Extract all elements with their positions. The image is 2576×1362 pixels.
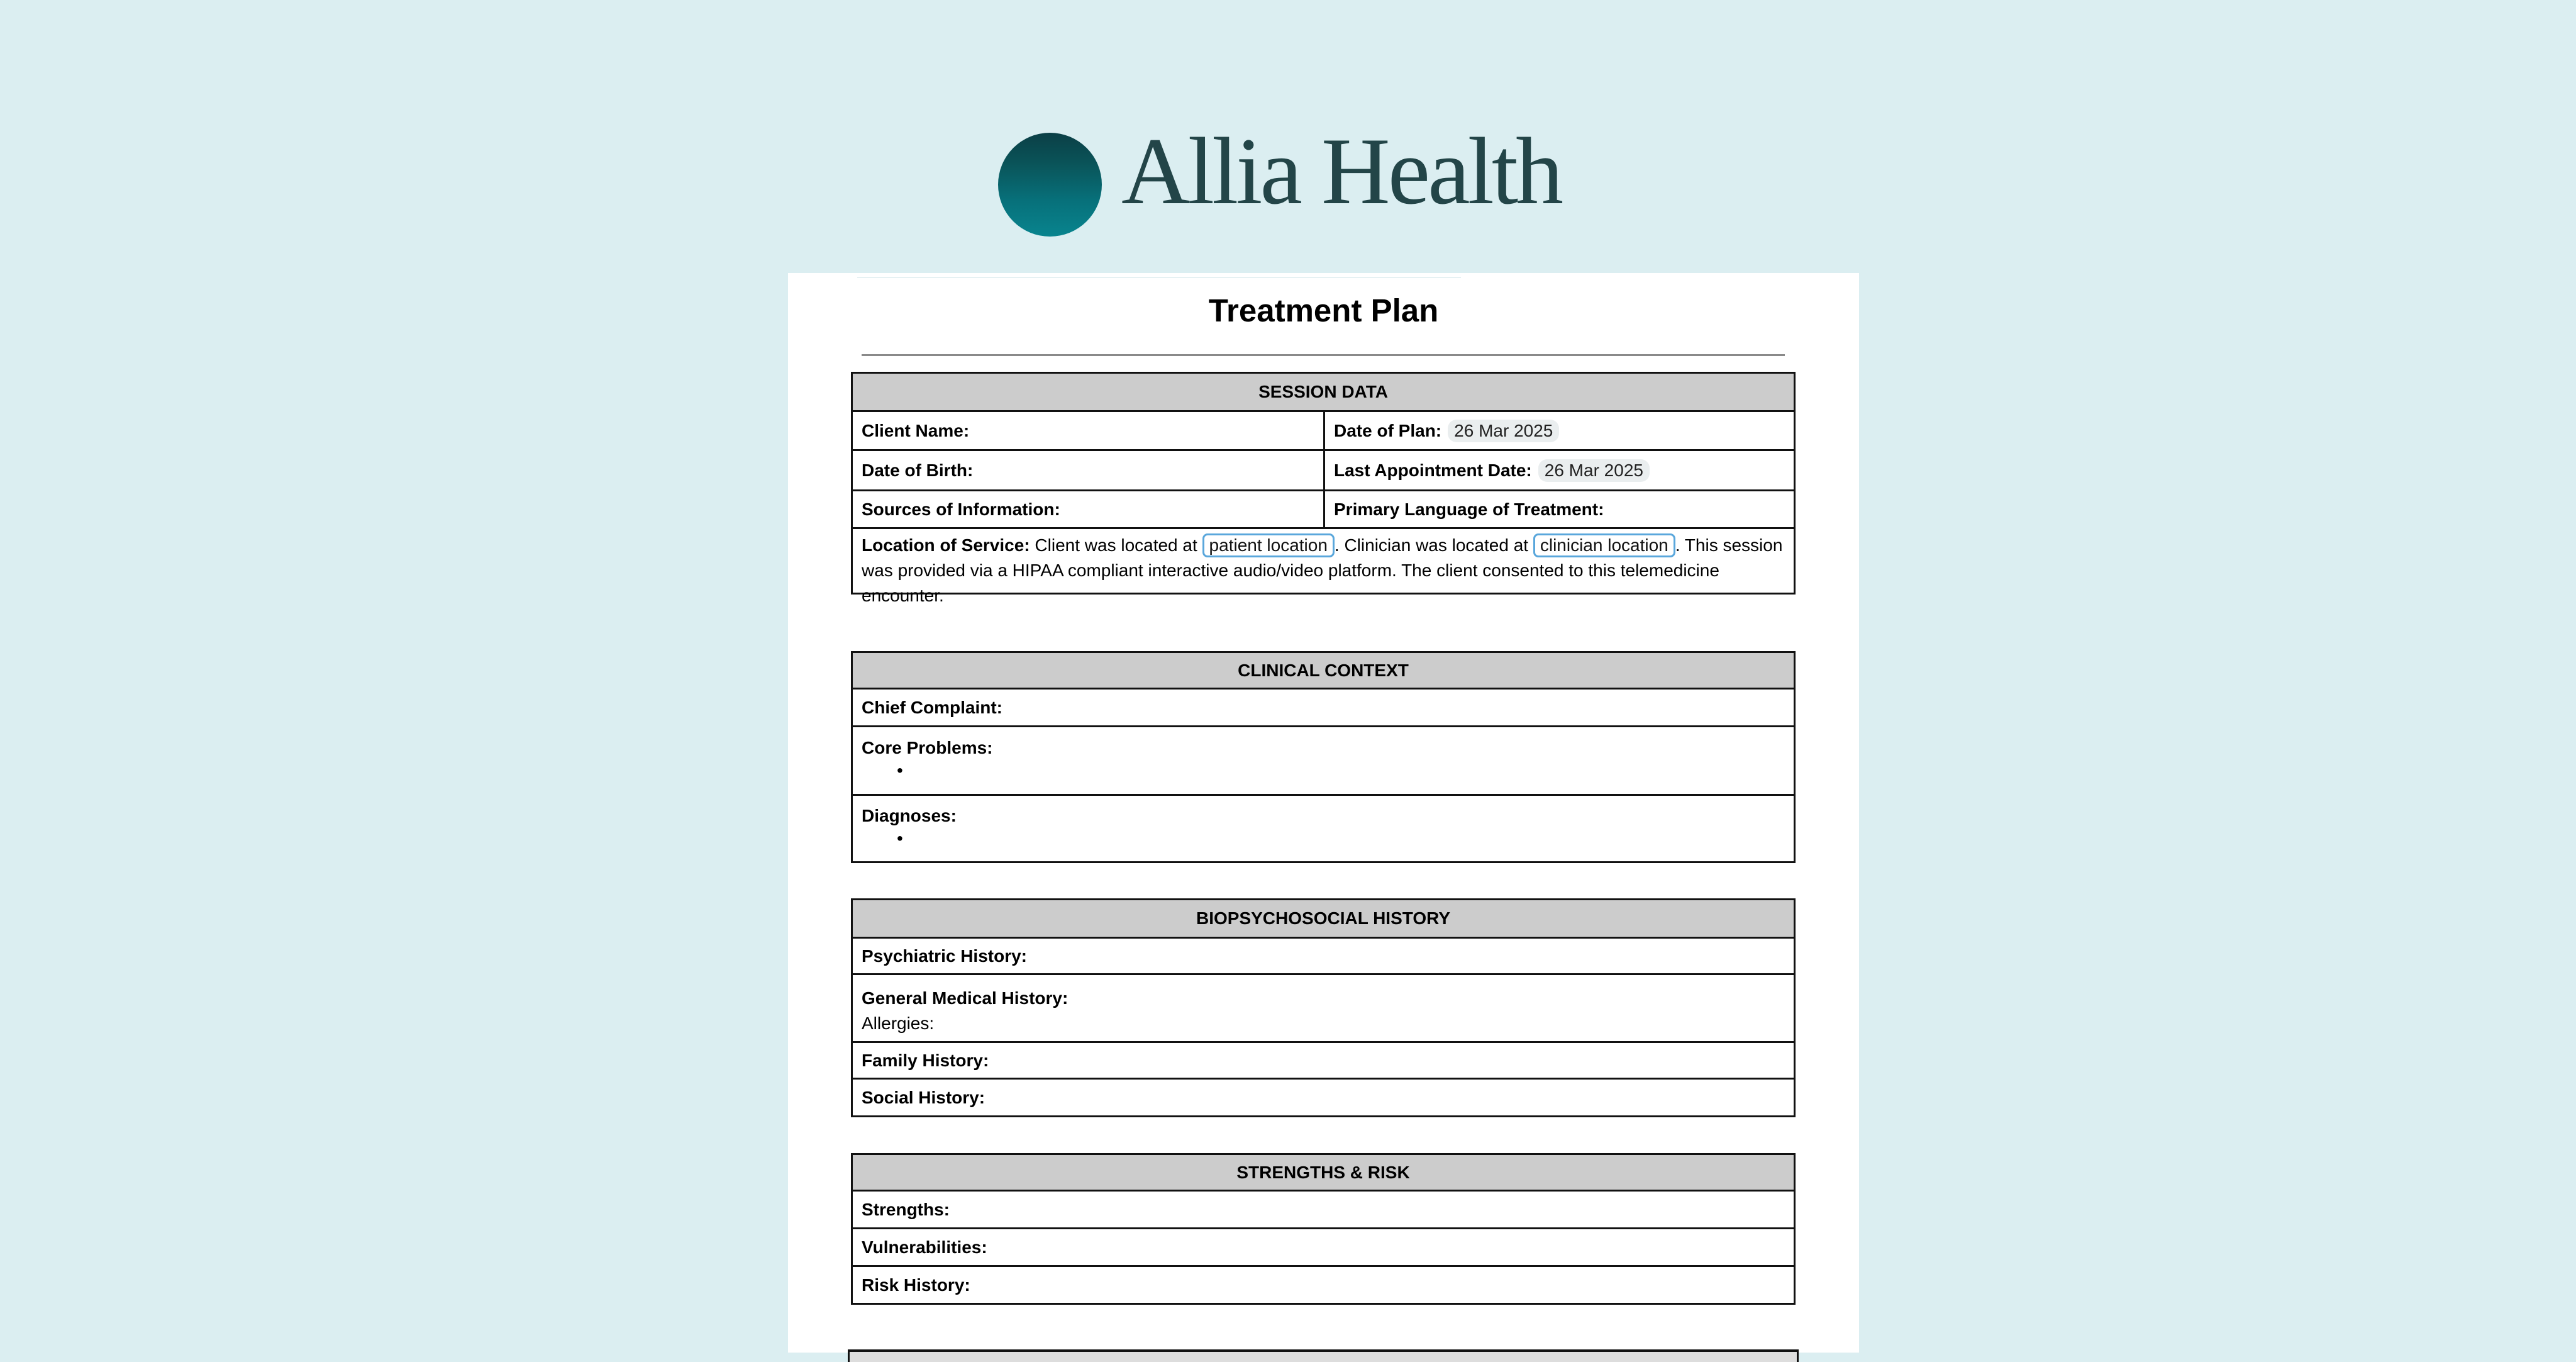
field-label: Sources of Information: bbox=[862, 499, 1060, 519]
field-label: Vulnerabilities: bbox=[862, 1237, 987, 1257]
field-label: Core Problems: bbox=[862, 738, 993, 757]
field-label: Last Appointment Date: bbox=[1334, 460, 1532, 480]
section-clinical-context bbox=[851, 651, 1796, 863]
section-header: BIOPSYCHOSOCIAL HISTORY bbox=[853, 900, 1794, 939]
last-appointment-value[interactable]: 26 Mar 2025 bbox=[1538, 459, 1650, 482]
brand-wordmark: Allia Health bbox=[1121, 118, 1562, 224]
list-bullet: • bbox=[897, 829, 903, 848]
next-section-partial bbox=[848, 1349, 1799, 1362]
location-of-service-row bbox=[853, 529, 1794, 605]
field-label: Client Name: bbox=[862, 420, 970, 440]
sources-cell[interactable] bbox=[853, 491, 1323, 527]
field-label: Primary Language of Treatment: bbox=[1334, 499, 1604, 519]
section-strengths-risk bbox=[851, 1153, 1796, 1305]
section-header: CLINICAL CONTEXT bbox=[853, 653, 1794, 689]
section-session-data bbox=[851, 372, 1796, 605]
static-text: . Clinician was located at bbox=[1334, 535, 1533, 555]
vulnerabilities-row[interactable] bbox=[853, 1229, 1794, 1267]
last-appointment-cell[interactable] bbox=[1323, 451, 1794, 489]
field-label: Chief Complaint: bbox=[862, 697, 1002, 717]
section-header: SESSION DATA bbox=[853, 374, 1794, 412]
diagnoses-row[interactable] bbox=[853, 796, 1794, 861]
telemedicine-consent-text: This session was provided via a HIPAA compliant interactive audio/video platform. The client consented to this telemedicine encounter. bbox=[862, 535, 1783, 605]
table-row bbox=[853, 412, 1794, 451]
field-label: Diagnoses: bbox=[862, 806, 957, 825]
field-label: Date of Plan: bbox=[1334, 420, 1442, 440]
section-biopsychosocial-history bbox=[851, 898, 1796, 1117]
document-title: Treatment Plan bbox=[1208, 293, 1439, 328]
section-header: STRENGTHS & RISK bbox=[853, 1155, 1794, 1192]
general-medical-history-row[interactable] bbox=[853, 975, 1794, 1043]
field-label: Location of Service: bbox=[862, 535, 1030, 555]
field-label: General Medical History: bbox=[862, 988, 1069, 1008]
page-top-divider bbox=[857, 277, 1461, 278]
table-row bbox=[853, 491, 1794, 529]
allergies-label: Allergies: bbox=[862, 1013, 935, 1033]
title-divider bbox=[862, 354, 1785, 356]
family-history-row[interactable] bbox=[853, 1043, 1794, 1080]
date-of-plan-cell[interactable] bbox=[1323, 412, 1794, 449]
static-text: Client was located at bbox=[1030, 535, 1202, 555]
risk-history-row[interactable] bbox=[853, 1267, 1794, 1303]
primary-language-cell[interactable] bbox=[1323, 491, 1794, 527]
field-label: Family History: bbox=[862, 1050, 989, 1070]
field-label: Psychiatric History: bbox=[862, 946, 1027, 966]
location-paragraph bbox=[862, 533, 1785, 608]
chief-complaint-row[interactable] bbox=[853, 689, 1794, 727]
patient-location-field[interactable]: patient location bbox=[1202, 533, 1335, 557]
social-history-row[interactable] bbox=[853, 1080, 1794, 1115]
field-label: Social History: bbox=[862, 1087, 985, 1107]
field-label: Strengths: bbox=[862, 1199, 950, 1219]
list-bullet: • bbox=[897, 761, 903, 780]
circle-logo-icon bbox=[998, 133, 1102, 237]
field-label: Risk History: bbox=[862, 1275, 970, 1295]
static-text: . bbox=[1675, 535, 1680, 555]
strengths-row[interactable] bbox=[853, 1192, 1794, 1229]
date-of-plan-value[interactable]: 26 Mar 2025 bbox=[1448, 420, 1559, 442]
brand-header bbox=[0, 0, 2576, 271]
core-problems-row[interactable] bbox=[853, 727, 1794, 796]
field-label: Date of Birth: bbox=[862, 460, 974, 480]
psychiatric-history-row[interactable] bbox=[853, 939, 1794, 975]
table-row bbox=[853, 451, 1794, 491]
dob-cell[interactable] bbox=[853, 451, 1323, 489]
document-page bbox=[788, 273, 1859, 1353]
clinician-location-field[interactable]: clinician location bbox=[1533, 533, 1675, 557]
client-name-cell[interactable] bbox=[853, 412, 1323, 449]
